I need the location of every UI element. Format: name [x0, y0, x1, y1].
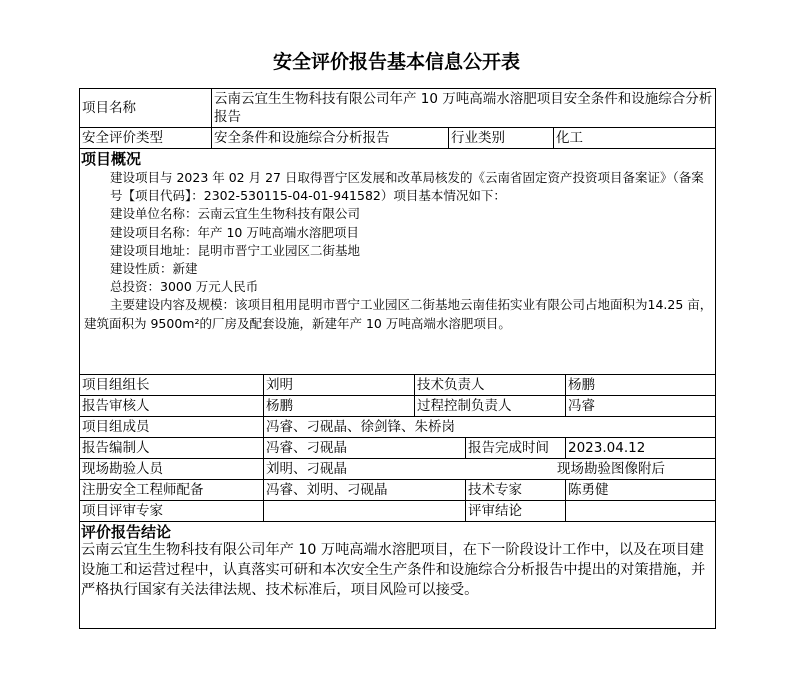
process-control-label: 过程控制负责人: [414, 396, 565, 416]
eval-type-label: 安全评价类型: [82, 130, 163, 146]
tech-expert-label: 技术专家: [465, 480, 565, 500]
review-experts-value: [263, 501, 465, 521]
overview-paragraph: 建设项目名称：年产 10 万吨高端水溶肥项目: [110, 224, 359, 240]
review-conclusion-value: [565, 501, 715, 521]
authors-value: 冯睿、刁砚晶: [263, 438, 465, 458]
overview-paragraph: 主要建设内容及规模：该项目租用昆明市晋宁工业园区二街基地云南佳拓实业有限公司占地面积为14.25 亩，建筑面积为 9500m²的厂房及配套设施，新建年产 10 万吨高端水溶肥项目。: [84, 297, 713, 331]
site-inspection-label: 现场勘验人员: [82, 461, 163, 477]
row-reviewer: [80, 396, 715, 417]
engineers-label: 注册安全工程师配备: [82, 482, 204, 498]
site-inspection-value: 刘明、刁砚晶: [263, 459, 555, 479]
overview-paragraph: 总投资：3000 万元人民币: [110, 279, 259, 295]
completion-date-value: 2023.04.12: [565, 438, 715, 458]
tech-expert-value: 陈勇健: [565, 480, 715, 500]
industry-label: 行业类别: [448, 128, 553, 148]
row-site-inspection: [80, 459, 715, 480]
project-name-value: 云南云宜生生物科技有限公司年产 10 万吨高端水溶肥项目安全条件和设施综合分析报告: [211, 89, 715, 127]
info-table: [79, 88, 716, 629]
process-control-value: 冯睿: [565, 396, 715, 416]
project-name-label: 项目名称: [82, 100, 136, 116]
tech-lead-value: 杨鹏: [565, 375, 715, 395]
members-label: 项目组成员: [82, 419, 150, 435]
row-review-experts: [80, 501, 715, 522]
overview-paragraph: 建设单位名称：云南云宜生生物科技有限公司: [110, 206, 361, 222]
review-conclusion-label: 评审结论: [465, 501, 565, 521]
industry-value: 化工: [553, 128, 715, 148]
team-leader-value: 刘明: [263, 375, 414, 395]
row-project-name: [80, 89, 715, 128]
overview-paragraph: 建设项目与 2023 年 02 月 27 日取得晋宁区发展和改革局核发的《云南省固定资产投资项目备案证》（备案号【项目代码】：2302-530115-04-01-941582）项目基本情况如下：: [110, 170, 704, 204]
overview-paragraph: 建设项目地址：昆明市晋宁工业园区二街基地: [110, 242, 361, 258]
overview-heading: 项目概况: [81, 150, 142, 168]
reviewer-value: 杨鹏: [263, 396, 414, 416]
overview-body: [84, 169, 713, 333]
section-overview: [80, 149, 715, 375]
row-team-leader: [80, 375, 715, 396]
row-members: [80, 417, 715, 438]
row-engineers: [80, 480, 715, 501]
reviewer-label: 报告审核人: [82, 398, 150, 414]
site-inspection-note: 现场勘验图像附后: [557, 461, 665, 477]
authors-label: 报告编制人: [82, 440, 150, 456]
tech-lead-label: 技术负责人: [414, 375, 565, 395]
overview-paragraph: 建设性质：新建: [110, 261, 198, 277]
completion-date-label: 报告完成时间: [465, 438, 565, 458]
members-value: 冯睿、刁砚晶、徐剑锋、朱桥岗: [263, 417, 715, 437]
engineers-value: 冯睿、刘明、刁砚晶: [263, 480, 465, 500]
eval-type-value: 安全条件和设施综合分析报告: [211, 128, 448, 148]
conclusion-text: 云南云宜生生物科技有限公司年产 10 万吨高端水溶肥项目，在下一阶段设计工作中，以及在项目建设施工和运营过程中，认真落实可研和本次安全生产条件和设施综合分析报告中提出的对策措施，并严格执行国家有关法律法规、技术标准后，项目风险可以接受。: [81, 542, 706, 598]
page-title: 安全评价报告基本信息公开表: [272, 51, 520, 73]
team-leader-label: 项目组组长: [82, 377, 150, 393]
conclusion-heading: 评价报告结论: [81, 523, 172, 541]
section-conclusion: [80, 522, 715, 628]
row-authors: [80, 438, 715, 459]
review-experts-label: 项目评审专家: [82, 503, 163, 519]
row-eval-type: [80, 128, 715, 149]
